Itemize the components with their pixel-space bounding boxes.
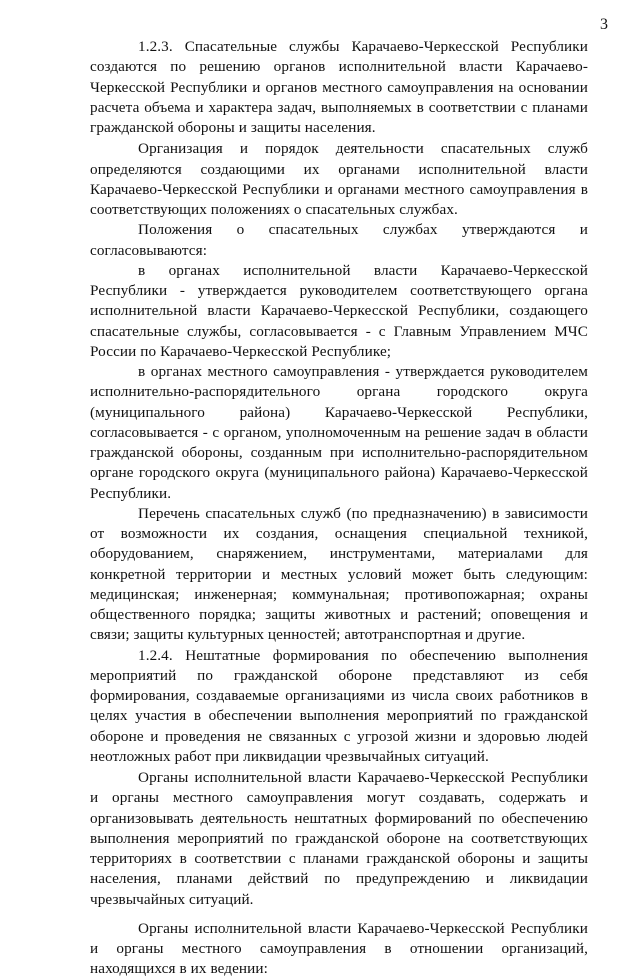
paragraph-authorities-may-create: Органы исполнительной власти Карачаево-Черкесской Республики и органы местного самоуправления могут создавать, содержать и организовывать деятельность нештатных формирований по обеспечению выполнения мероприятий по гражданской обороне на соответствующих территориях в соответствии с планами гражданской обороны и защиты населения, планами действий по предупреждению и ликвидации чрезвычайных ситуаций. [90, 769, 588, 908]
page-number: 3 [600, 16, 608, 33]
paragraph-authorities-relation-to-organizations: Органы исполнительной власти Карачаево-Черкесской Республики и органы местного самоуправления в отношении организаций, находящихся в их ведении: [90, 919, 588, 978]
paragraph-executive-authorities-approval: в органах исполнительной власти Карачаево-Черкесской Республики - утверждается руководителем соответствующего органа исполнительной власти Карачаево-Черкесской Республики, создающего спасательные службы, согласовывается - с Главным Управлением МЧС России по Карачаево-Черкесской Республике; [90, 261, 588, 360]
paragraph-rescue-services-creation: 1.2.3. Спасательные службы Карачаево-Черкесской Республики создаются по решению органов исполнительной власти Карачаево-Черкесской Республики и органов местного самоуправления на основании расчета объема и характера задач, выполняемых в соответствии с планами гражданской обороны и защиты населения. [90, 38, 588, 136]
paragraph-local-government-approval: в органах местного самоуправления - утверждается руководителем исполнительно-распорядительного органа городского округа (муниципального района) Карачаево-Черкесской Республики, согласовывается - с органом, уполномоченным на решение задач в области гражданской обороны, созданным при исполнительно-распорядительном органе городского округа (муниципального района) Карачаево-Черкесской Республики. [90, 363, 588, 502]
document-body [90, 37, 588, 980]
paragraph-rescue-services-organization: Организация и порядок деятельности спасательных служб определяются создающими их органами исполнительной власти Карачаево-Черкесской Республики и органами местного самоуправления в соответствующих положениях о спасательных службах. [90, 140, 588, 218]
paragraph-regulations-approval: Положения о спасательных службах утверждаются и согласовываются: [90, 221, 588, 259]
paragraph-rescue-services-list: Перечень спасательных служб (по предназначению) в зависимости от возможности их создания, оснащения специальной техникой, оборудованием, снаряжением, инструментами, материалами для конкретной территории и местных условий может быть следующим: медицинская; инженерная; коммунальная; противопожарная; охраны общественного порядка; защиты животных и растений; оповещения и связи; защиты культурных ценностей; автотранспортная и другие. [90, 504, 588, 644]
paragraph-non-staff-formations: 1.2.4. Нештатные формирования по обеспечению выполнения мероприятий по гражданской обороне представляют из себя формирования, создаваемые организациями из числа своих работников в целях участия в обеспечении выполнения мероприятий по гражданской обороне и проведения не связанных с угрозой жизни и здоровью людей неотложных работ при ликвидации чрезвычайных ситуаций. [90, 646, 588, 765]
